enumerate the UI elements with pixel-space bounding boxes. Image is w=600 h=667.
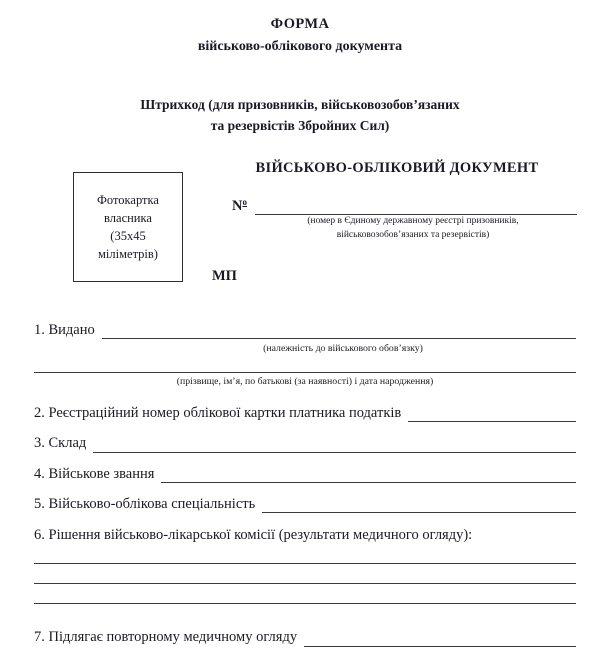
spacer: [34, 486, 576, 496]
spacer: [34, 604, 576, 629]
form-subtitle: військово-облікового документа: [197, 38, 403, 54]
item7-label: 7. Підлягає повторному медичному огляду: [34, 629, 298, 646]
item1-name-input-rule[interactable]: [34, 372, 576, 373]
document-heading: ВІЙСЬКОВО-ОБЛІКОВИЙ ДОКУМЕНТ: [255, 160, 539, 176]
field-row-item1: [34, 322, 576, 339]
registry-number-caption: [248, 215, 578, 243]
item3-input-rule[interactable]: [93, 437, 576, 453]
photo-box-line-3: (35х45: [110, 229, 146, 243]
registry-number-row: [232, 198, 577, 215]
photo-box-line-1: Фотокартка: [97, 192, 159, 207]
registry-number-caption-line-2: військовозобов’язаних та резервістів): [336, 229, 490, 240]
item3-label: 3. Склад: [34, 435, 87, 452]
barcode-note-line-2: та резервістів Збройних Сил): [210, 117, 390, 133]
spacer: [34, 564, 576, 583]
item7-input-rule[interactable]: [304, 631, 576, 647]
field-row-item2: [34, 405, 576, 422]
item4-input-rule[interactable]: [161, 467, 576, 483]
field-row-item5: [34, 496, 576, 513]
item1-label: 1. Видано: [34, 322, 95, 338]
spacer: [34, 456, 576, 466]
item5-label: 5. Військово-облікова спеціальність: [34, 495, 256, 512]
photo-box-line-4: міліметрів): [98, 247, 158, 262]
item1-caption-secondary: (прізвище, ім’я, по батькові (за наявності) і дата народження): [176, 376, 434, 388]
spacer: [34, 395, 576, 405]
item4-label: 4. Військове звання: [34, 465, 155, 482]
spacer: [34, 544, 576, 563]
item1-input-rule[interactable]: [102, 323, 576, 339]
spacer: [34, 362, 576, 372]
item5-input-rule[interactable]: [262, 497, 576, 513]
fields-section: [34, 322, 576, 650]
barcode-note: [0, 57, 600, 137]
field-row-item3: [34, 435, 576, 452]
barcode-note-line-1: Штрихкод (для призовників, військовозобов’язаних: [140, 96, 460, 112]
form-title: ФОРМА: [270, 16, 330, 32]
registry-number-label: $N^o$: [232, 197, 247, 214]
registry-number-caption-line-1: (номер в Єдиному державному реєстрі призовників,: [307, 216, 519, 226]
item2-label: 2. Реєстраційний номер облікової картки платника податків: [34, 404, 402, 421]
stamp-mark: МП: [212, 268, 237, 284]
photo-box-line-2: власника: [104, 210, 152, 225]
spacer: [34, 584, 576, 603]
registry-number-input-rule[interactable]: [255, 200, 577, 215]
spacer: [34, 516, 576, 526]
item2-input-rule[interactable]: [408, 406, 576, 422]
field-row-item4: [34, 466, 576, 483]
spacer: [34, 425, 576, 435]
item1-caption: (належність до військового обов’язку): [263, 343, 423, 355]
item6-label: 6. Рішення військово-лікарської комісії (результати медичного огляду):: [34, 527, 473, 544]
field-row-item7: [34, 629, 576, 646]
photo-placeholder-box: [73, 172, 183, 282]
